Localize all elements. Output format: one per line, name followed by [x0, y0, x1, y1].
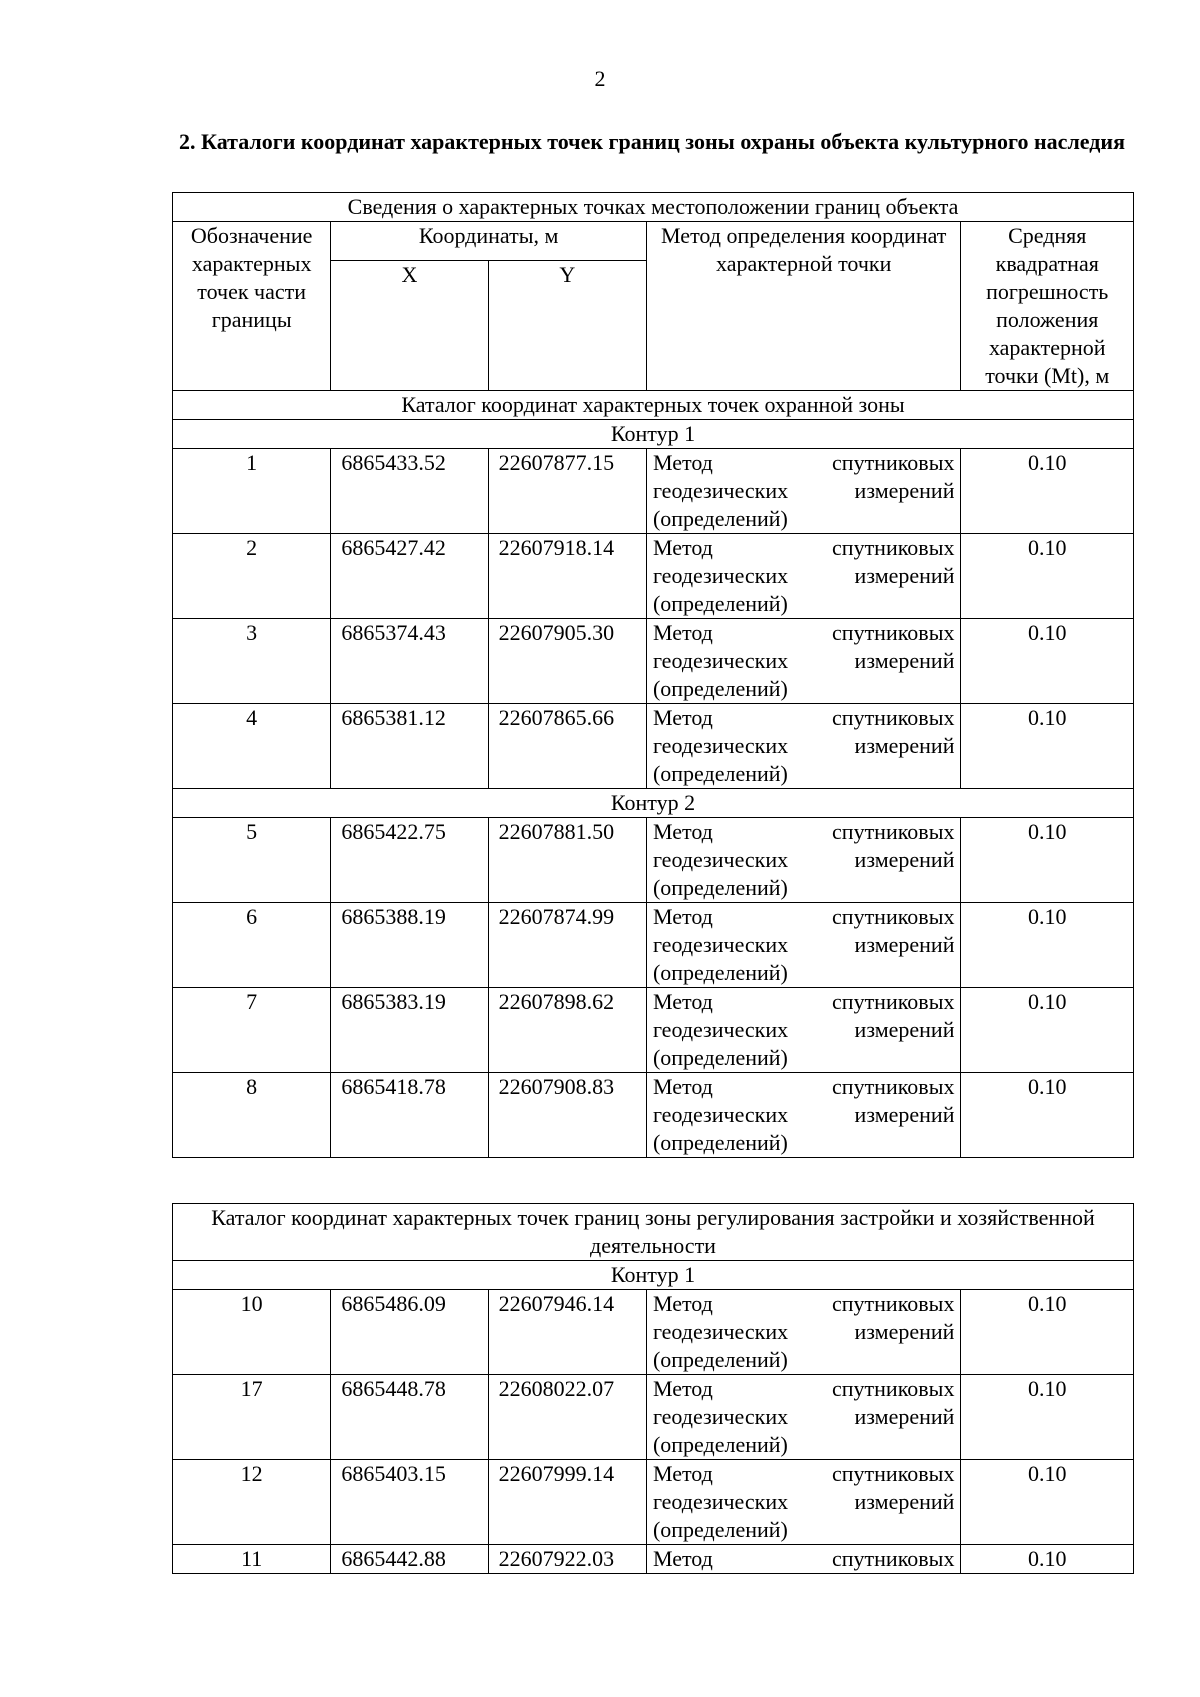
coordinate-y: 22607918.14 — [488, 534, 646, 619]
method-line: (определений) — [652, 761, 788, 786]
contour-row — [173, 1261, 1134, 1290]
coordinate-x: 6865403.15 — [331, 1460, 488, 1545]
coordinate-y: 22607905.30 — [488, 619, 646, 704]
method-line — [653, 477, 955, 505]
method-line: (определений) — [652, 1130, 788, 1155]
point-id: 10 — [173, 1290, 331, 1375]
method-cell — [646, 704, 961, 789]
method-word: спутниковых — [832, 819, 955, 844]
coordinate-y: 22607999.14 — [488, 1460, 646, 1545]
method-line — [653, 534, 955, 562]
method-word: спутниковых — [832, 1546, 955, 1571]
coordinate-y: 22607877.15 — [488, 449, 646, 534]
table-row — [173, 534, 1134, 619]
protection-zone-catalog-table — [172, 192, 1134, 1158]
table-row — [173, 619, 1134, 704]
point-id: 7 — [173, 988, 331, 1073]
method-line — [653, 1016, 955, 1044]
error-value: 0.10 — [961, 1460, 1134, 1545]
method-word: Метод — [652, 1461, 713, 1486]
error-value: 0.10 — [961, 1073, 1134, 1158]
error-value: 0.10 — [961, 704, 1134, 789]
regulation-zone-body — [173, 1261, 1134, 1574]
method-word: измерений — [854, 1489, 955, 1514]
method-word: спутниковых — [832, 450, 955, 475]
method-line — [653, 647, 955, 675]
coordinate-x: 6865486.09 — [331, 1290, 488, 1375]
coordinate-y: 22607946.14 — [488, 1290, 646, 1375]
coordinate-x: 6865442.88 — [331, 1545, 488, 1574]
method-word: спутниковых — [832, 904, 955, 929]
coordinate-x: 6865448.78 — [331, 1375, 488, 1460]
method-line: (определений) — [652, 591, 788, 616]
method-cell — [646, 1460, 961, 1545]
method-cell — [646, 988, 961, 1073]
contour-label: Контур 1 — [173, 420, 1134, 449]
method-word: измерений — [854, 563, 955, 588]
method-cell — [646, 1545, 961, 1574]
method-line — [653, 1318, 955, 1346]
method-line: (определений) — [652, 1517, 788, 1542]
method-word: спутниковых — [832, 1461, 955, 1486]
coordinate-y: 22607898.62 — [488, 988, 646, 1073]
table-row — [173, 1073, 1134, 1158]
method-line — [653, 1488, 955, 1516]
point-id: 3 — [173, 619, 331, 704]
method-word: геодезических — [652, 478, 789, 503]
regulation-zone-catalog-table — [172, 1203, 1134, 1574]
method-line — [653, 562, 955, 590]
header-coordinates: Координаты, м — [331, 222, 647, 261]
method-word: Метод — [652, 705, 713, 730]
method-cell — [646, 449, 961, 534]
method-word: Метод — [652, 1546, 713, 1571]
table-row — [173, 449, 1134, 534]
method-cell — [646, 1375, 961, 1460]
method-word: Метод — [652, 620, 713, 645]
coordinate-x: 6865381.12 — [331, 704, 488, 789]
error-value: 0.10 — [961, 1375, 1134, 1460]
point-id: 6 — [173, 903, 331, 988]
contour-label: Контур 2 — [173, 789, 1134, 818]
method-line — [653, 903, 955, 931]
method-word: Метод — [652, 1376, 713, 1401]
header-x: X — [331, 261, 488, 391]
method-word: спутниковых — [832, 1074, 955, 1099]
method-cell — [646, 1290, 961, 1375]
table-row — [173, 1460, 1134, 1545]
method-word: измерений — [854, 648, 955, 673]
table-row — [173, 704, 1134, 789]
coordinate-y: 22608022.07 — [488, 1375, 646, 1460]
method-line: (определений) — [652, 1045, 788, 1070]
error-value: 0.10 — [961, 988, 1134, 1073]
table-caption: Сведения о характерных точках местоположении границ объекта — [173, 193, 1134, 222]
coordinate-x: 6865388.19 — [331, 903, 488, 988]
point-id: 1 — [173, 449, 331, 534]
point-id: 4 — [173, 704, 331, 789]
method-line — [653, 619, 955, 647]
coordinate-x: 6865433.52 — [331, 449, 488, 534]
page-number: 2 — [594, 66, 606, 91]
method-word: Метод — [652, 1291, 713, 1316]
contour-label: Контур 1 — [173, 1261, 1134, 1290]
method-line — [653, 1460, 955, 1488]
method-word: спутниковых — [832, 1291, 955, 1316]
table-row — [173, 1375, 1134, 1460]
method-line — [653, 1375, 955, 1403]
coordinate-x: 6865418.78 — [331, 1073, 488, 1158]
method-word: геодезических — [652, 1102, 789, 1127]
zone-caption-row — [173, 1204, 1134, 1261]
method-word: спутниковых — [832, 1376, 955, 1401]
table-caption-row — [173, 193, 1134, 222]
method-line — [653, 1290, 955, 1318]
method-word: Метод — [652, 535, 713, 560]
method-line — [653, 846, 955, 874]
method-word: геодезических — [652, 1319, 789, 1344]
point-id: 17 — [173, 1375, 331, 1460]
method-word: Метод — [652, 989, 713, 1014]
method-word: измерений — [854, 1102, 955, 1127]
error-value: 0.10 — [961, 1545, 1134, 1574]
method-line — [653, 988, 955, 1016]
method-word: измерений — [854, 932, 955, 957]
error-value: 0.10 — [961, 534, 1134, 619]
contour-row — [173, 420, 1134, 449]
method-word: спутниковых — [832, 620, 955, 645]
method-word: геодезических — [652, 563, 789, 588]
method-line: (определений) — [652, 506, 788, 531]
method-line: (определений) — [652, 1347, 788, 1372]
method-cell — [646, 534, 961, 619]
zone-caption: Каталог координат характерных точек охранной зоны — [173, 391, 1134, 420]
table-row — [173, 1545, 1134, 1574]
header-row — [173, 222, 1134, 261]
method-word: измерений — [854, 478, 955, 503]
point-id: 11 — [173, 1545, 331, 1574]
table-row — [173, 818, 1134, 903]
method-cell — [646, 903, 961, 988]
header-error: Средняя квадратная погрешность положения характерной точки (Mt), м — [961, 222, 1134, 391]
method-cell — [646, 1073, 961, 1158]
table-row — [173, 1290, 1134, 1375]
method-word: спутниковых — [832, 535, 955, 560]
method-line — [653, 818, 955, 846]
error-value: 0.10 — [961, 449, 1134, 534]
point-id: 5 — [173, 818, 331, 903]
method-word: Метод — [652, 450, 713, 475]
coordinate-y: 22607908.83 — [488, 1073, 646, 1158]
method-word: Метод — [652, 904, 713, 929]
zone-caption-row — [173, 391, 1134, 420]
coordinate-y: 22607922.03 — [488, 1545, 646, 1574]
coordinate-x: 6865374.43 — [331, 619, 488, 704]
method-word: Метод — [652, 819, 713, 844]
method-word: измерений — [854, 847, 955, 872]
method-line — [653, 1073, 955, 1101]
method-word: измерений — [854, 1319, 955, 1344]
error-value: 0.10 — [961, 903, 1134, 988]
method-word: геодезических — [652, 1404, 789, 1429]
zone-caption: Каталог координат характерных точек границ зоны регулирования застройки и хозяйственной деятельности — [173, 1204, 1134, 1261]
method-word: измерений — [854, 733, 955, 758]
header-designation: Обозначение характерных точек части границы — [173, 222, 331, 391]
document-title: 2. Каталоги координат характерных точек границ зоны охраны объекта культурного наследия — [179, 129, 1125, 154]
method-word: геодезических — [652, 932, 789, 957]
error-value: 0.10 — [961, 818, 1134, 903]
point-id: 2 — [173, 534, 331, 619]
error-value: 0.10 — [961, 1290, 1134, 1375]
point-id: 12 — [173, 1460, 331, 1545]
method-line — [653, 704, 955, 732]
method-line: (определений) — [652, 1432, 788, 1457]
method-word: геодезических — [652, 733, 789, 758]
coordinate-x: 6865383.19 — [331, 988, 488, 1073]
method-line — [653, 1403, 955, 1431]
header-y: Y — [488, 261, 646, 391]
point-id: 8 — [173, 1073, 331, 1158]
method-line: (определений) — [652, 676, 788, 701]
method-word: измерений — [854, 1017, 955, 1042]
table-row — [173, 903, 1134, 988]
method-word: спутниковых — [832, 989, 955, 1014]
method-word: геодезических — [652, 648, 789, 673]
method-line: (определений) — [652, 960, 788, 985]
coordinate-y: 22607881.50 — [488, 818, 646, 903]
coordinate-y: 22607865.66 — [488, 704, 646, 789]
method-line — [653, 1545, 955, 1573]
coordinate-y: 22607874.99 — [488, 903, 646, 988]
coordinate-x: 6865422.75 — [331, 818, 488, 903]
method-line: (определений) — [652, 875, 788, 900]
method-word: спутниковых — [832, 705, 955, 730]
method-line — [653, 931, 955, 959]
method-word: измерений — [854, 1404, 955, 1429]
header-method: Метод определения координат характерной точки — [646, 222, 961, 391]
protection-zone-body — [173, 420, 1134, 1158]
method-word: геодезических — [652, 1489, 789, 1514]
method-word: Метод — [652, 1074, 713, 1099]
method-line — [653, 449, 955, 477]
coordinate-x: 6865427.42 — [331, 534, 488, 619]
table-row — [173, 988, 1134, 1073]
method-word: геодезических — [652, 1017, 789, 1042]
method-line — [653, 732, 955, 760]
error-value: 0.10 — [961, 619, 1134, 704]
method-cell — [646, 619, 961, 704]
method-word: геодезических — [652, 847, 789, 872]
contour-row — [173, 789, 1134, 818]
method-line — [653, 1101, 955, 1129]
method-cell — [646, 818, 961, 903]
